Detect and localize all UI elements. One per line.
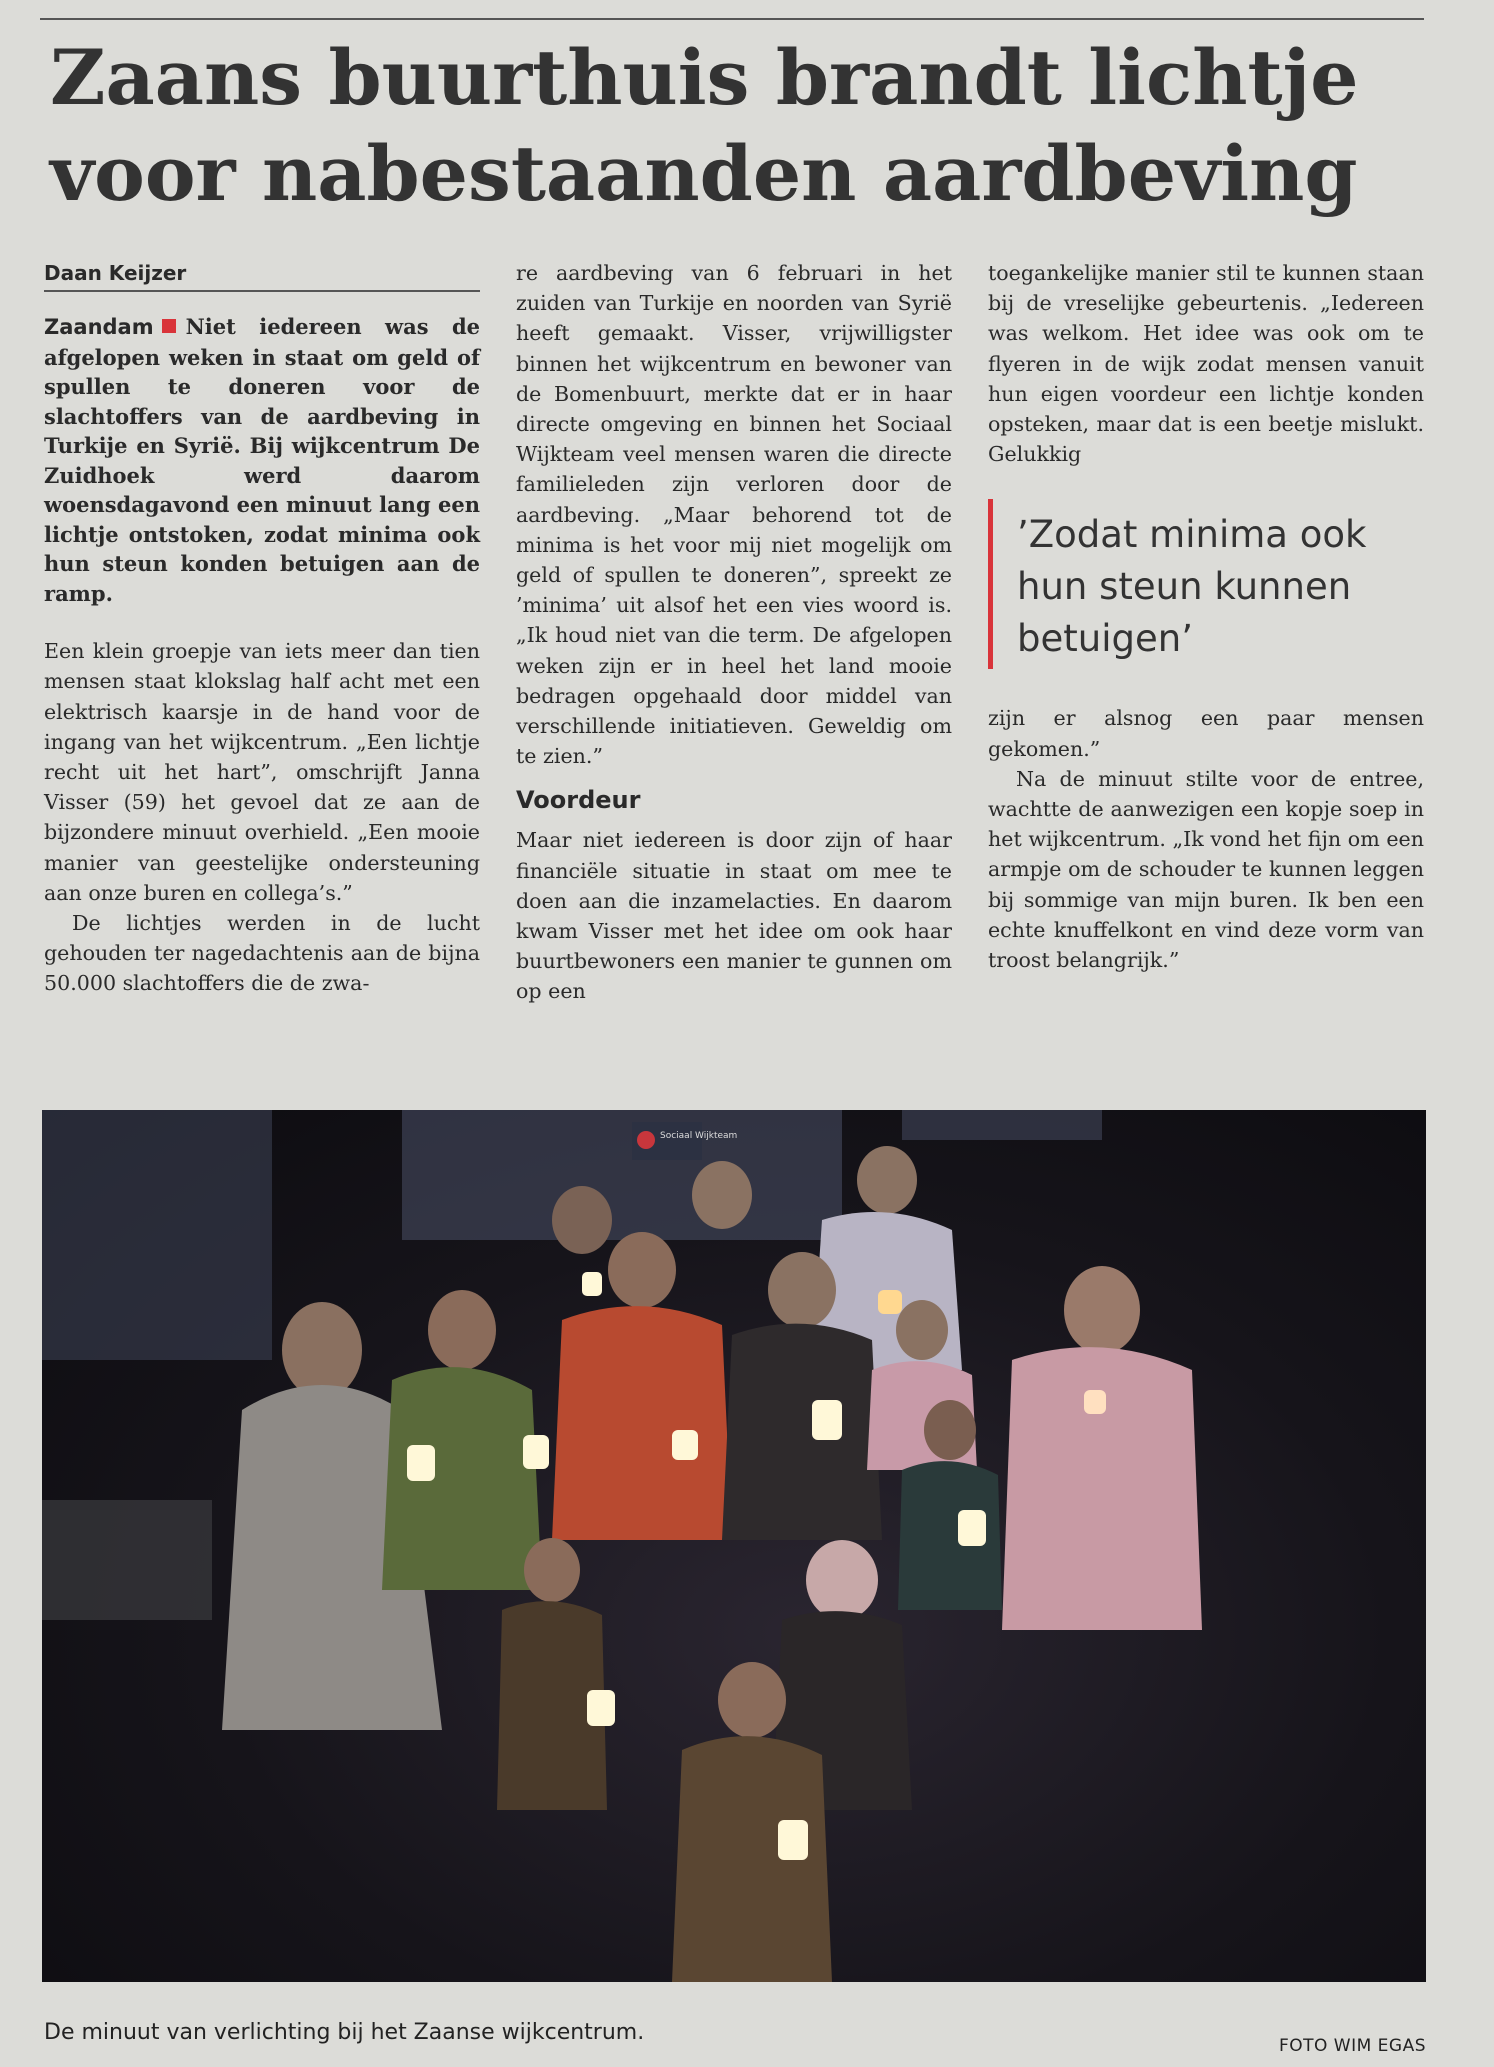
person-face xyxy=(552,1186,612,1254)
person-face xyxy=(524,1538,580,1602)
dateline: Zaandam xyxy=(44,315,154,340)
person-hat xyxy=(806,1540,878,1620)
candle xyxy=(958,1510,986,1546)
sign-text: Sociaal Wijkteam xyxy=(660,1131,738,1141)
candle xyxy=(812,1400,842,1440)
candle xyxy=(778,1820,808,1860)
body-paragraph-2-continued: re aardbeving van 6 februari in het zuiden van Turkije en noorden van Syrië heeft gemaakt. Visser, vrijwilligster binnen het wijkcentrum en bewoner van de Bomenbuurt, merkte dat er in haar directe omgeving en binnen het Sociaal Wijkteam veel mensen waren die directe familieleden zijn verloren door de aardbeving. „Maar behorend tot de minima is het voor mij niet mogelijk om geld of spullen te doneren”, spreekt ze ’minima’ uit alsof het een vies woord is. „Ik houd niet van die term. De afgelopen weken zijn er in heel het land mooie bedragen opgehaald door middel van verschillende initiatieven. Geweldig om te zien.” xyxy=(516,261,952,769)
body-paragraph-3-end: zijn er alsnog een paar mensen gekomen.” xyxy=(988,706,1424,761)
person-face xyxy=(718,1662,786,1738)
headline-line-2: voor nabestaanden aardbeving xyxy=(50,129,1358,218)
person-face xyxy=(692,1161,752,1229)
red-square-icon xyxy=(162,319,176,333)
person-face xyxy=(768,1252,836,1328)
person-face xyxy=(924,1400,976,1460)
window-right xyxy=(902,1110,1102,1140)
photo-caption: De minuut van verlichting bij het Zaanse wijkcentrum. xyxy=(44,2020,645,2045)
body-paragraph-4: Na de minuut stilte voor de entree, wachtte de aanwezigen een kopje soep in het wijkcentrum. „Ik vond het fijn om een armpje om de schouder te kunnen leggen bij sommige van mijn buren. Ik ben een echte knuffelkont en vind deze vorm van troost belangrijk.” xyxy=(988,766,1424,973)
photo-credit: FOTO WIM EGAS xyxy=(1278,2036,1426,2056)
person-coat xyxy=(722,1324,882,1540)
person-face xyxy=(896,1300,948,1360)
sign-logo-icon xyxy=(637,1131,655,1149)
person-coat xyxy=(672,1736,832,1982)
person-face xyxy=(857,1146,917,1214)
subheading: Voordeur xyxy=(516,786,641,815)
candle xyxy=(878,1290,902,1314)
person-face xyxy=(282,1302,362,1398)
candle xyxy=(672,1430,698,1460)
byline: Daan Keijzer xyxy=(44,258,480,292)
top-rule xyxy=(40,18,1424,20)
body-paragraph-3: Maar niet iedereen is door zijn of haar financiële situatie in staat om mee te doen aan die inzamelacties. En daarom kwam Visser met het idee om ook haar buurtbewoners een manier te gunnen om op een xyxy=(516,828,952,1004)
person-coat xyxy=(1002,1347,1202,1630)
person-coat xyxy=(382,1367,542,1590)
bench xyxy=(42,1500,212,1620)
person-face xyxy=(608,1232,676,1308)
headline-line-1: Zaans buurthuis brandt lichtje xyxy=(50,33,1359,122)
candle xyxy=(582,1272,602,1296)
photo-illustration xyxy=(42,1110,1426,1982)
lead-paragraph xyxy=(44,312,480,608)
column-1 xyxy=(44,258,480,999)
lead-text: Niet iedereen was de afgelopen weken in staat om geld of spullen te doneren voor de slachtoffers van de aardbeving in Turkije en Syrië. Bij wijkcentrum De Zuidhoek werd daarom woensdagavond een minuut lang een lichtje ontstoken, zodat minima ook hun steun konden betuigen aan de ramp. xyxy=(44,314,480,606)
person-face xyxy=(1064,1266,1140,1354)
people-group xyxy=(222,1146,1202,1982)
article-photo xyxy=(42,1110,1426,1982)
candle xyxy=(1084,1390,1106,1414)
column-3 xyxy=(988,258,1424,975)
column-2 xyxy=(516,258,952,1007)
pull-quote: ’Zodat minima ook hun steun kunnen betuigen’ xyxy=(988,499,1424,669)
candle xyxy=(587,1690,615,1726)
person-coat xyxy=(898,1461,1002,1610)
candle xyxy=(523,1435,549,1469)
body-paragraph-1: Een klein groepje van iets meer dan tien mensen staat klokslag half acht met een elektrisch kaarsje in de hand voor de ingang van het wijkcentrum. „Een lichtje recht uit het hart”, omschrijft Janna Visser (59) het gevoel dat ze aan de bijzondere minuut overhield. „Een mooie manier van geestelijke ondersteuning aan onze buren en collega’s.” xyxy=(44,639,480,905)
body-paragraph-2: De lichtjes werden in de lucht gehouden ter nagedachtenis aan de bijna 50.000 slachtoffers die de zwa- xyxy=(44,911,480,996)
headline xyxy=(50,30,1450,222)
body-paragraph-3-continued: toegankelijke manier stil te kunnen staan bij de vreselijke gebeurtenis. „Iedereen was welkom. Het idee was ook om te flyeren in de wijk zodat mensen vanuit hun eigen voordeur een lichtje konden opsteken, maar dat is een beetje mislukt. Gelukkig xyxy=(988,261,1424,467)
person-coat xyxy=(552,1306,732,1540)
window-left xyxy=(42,1110,272,1360)
window-top xyxy=(402,1110,842,1240)
candle xyxy=(407,1445,435,1481)
person-face xyxy=(428,1290,496,1370)
